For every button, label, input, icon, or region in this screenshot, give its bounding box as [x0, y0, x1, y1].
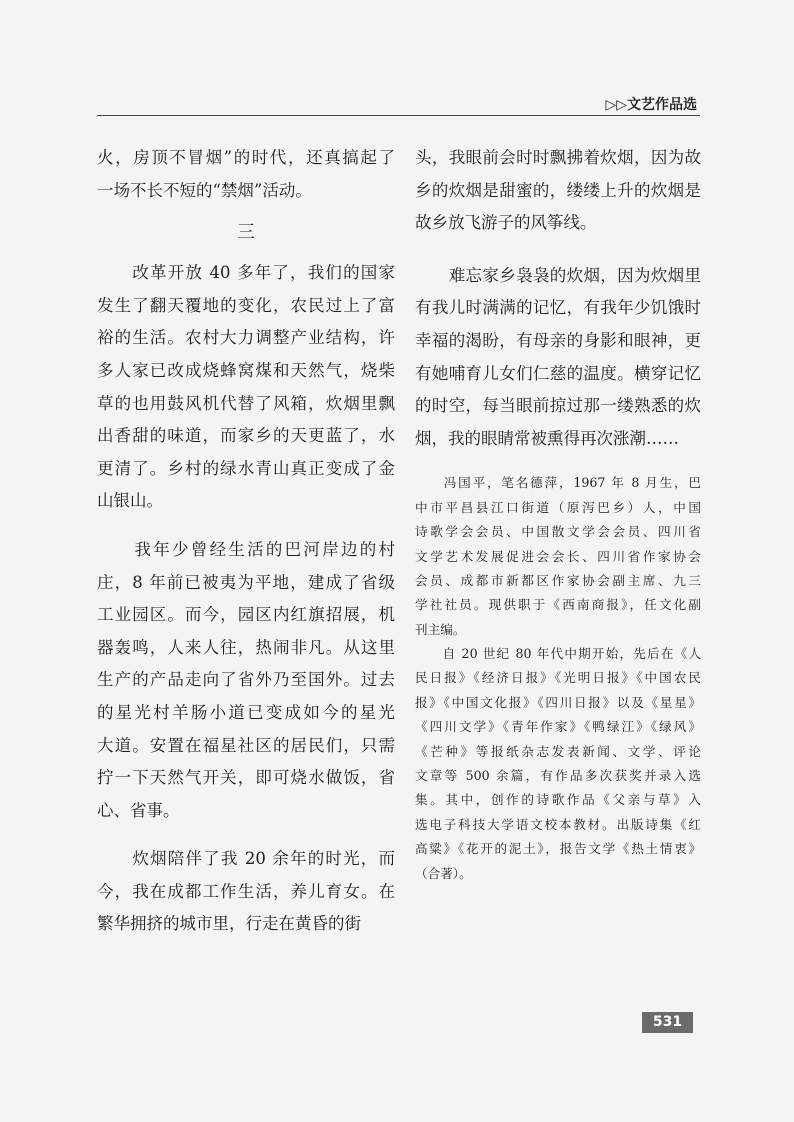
- section-number: 三: [237, 222, 255, 244]
- text-line: 草的也用鼓风机代替了风箱，炊烟里飘: [97, 393, 395, 413]
- text-line: 乡的炊烟是甜蜜的，缕缕上升的炊烟是: [415, 180, 701, 200]
- text-line: 火，房顶不冒烟”的时代，还真搞起了: [97, 148, 395, 167]
- author-bio: [415, 471, 701, 886]
- text-line: 我年少曾经生活的巴河岸边的村: [97, 539, 395, 559]
- text-line: 繁华拥挤的城市里，行走在黄昏的街: [97, 914, 361, 934]
- left-column: [97, 142, 395, 957]
- text-line: 庄，8 年前已被夷为平地，建成了省级: [97, 572, 395, 592]
- body-paragraph: [97, 534, 395, 827]
- header-divider: [97, 115, 700, 116]
- text-line: 头，我眼前会时时飘拂着炊烟，因为故: [415, 148, 701, 167]
- text-line: 器轰鸣，人来人往，热闹非凡。从这里: [97, 637, 395, 657]
- text-line: 大道。安置在福星社区的居民们，只需: [97, 735, 395, 755]
- text-line: 的时空，每当眼前掠过那一缕熟悉的炊: [415, 396, 701, 416]
- text-line: 发生了翻天覆地的变化，农民过上了富: [97, 295, 395, 315]
- text-line: 幸福的渴盼，有母亲的身影和眼神，更: [415, 330, 701, 350]
- text-line: 难忘家乡袅袅的炊烟，因为炊烟里: [415, 265, 701, 285]
- text-line: 生产的产品走向了省外乃至国外。过去: [97, 670, 395, 690]
- body-paragraph: [415, 142, 701, 240]
- body-paragraph: [415, 260, 701, 456]
- text-line: 有她哺育儿女们仁慈的温度。横穿记忆: [415, 363, 701, 383]
- text-line: 裕的生活。农村大力调整产业结构，许: [97, 328, 395, 348]
- body-paragraph: [97, 843, 395, 941]
- text-line: 会员、成都市新都区作家协会副主席、九三: [415, 572, 701, 588]
- text-line: 一场不长不短的“禁烟”活动。: [97, 180, 312, 200]
- text-line: 炊烟陪伴了我 20 余年的时光，而: [97, 849, 395, 869]
- text-line: （合著）。: [415, 865, 472, 881]
- text-line: 有我儿时满满的记忆，有我年少饥饿时: [415, 298, 701, 318]
- right-column: [415, 142, 701, 886]
- text-line: 工业园区。而今，园区内红旗招展，机: [97, 605, 395, 625]
- bio-paragraph: [415, 471, 701, 642]
- body-paragraph: [97, 257, 395, 518]
- text-line: 《四川文学》《青年作家》《鸭绿江》《绿风》: [415, 719, 701, 735]
- text-line: 改革开放 40 多年了，我们的国家: [97, 263, 395, 283]
- text-line: 拧一下天然气开关，即可烧水做饭，省: [97, 768, 395, 788]
- text-line: 自 20 世纪 80 年代中期开始，先后在《人: [415, 646, 701, 662]
- text-line: 高粱》《花开的泥土》，报告文学《热土情衷》: [415, 841, 701, 857]
- text-line: 更清了。乡村的绿水青山真正变成了金: [97, 458, 395, 478]
- section-header: ▷▷文艺作品选: [605, 97, 697, 113]
- text-line: 诗歌学会会员、中国散文学会会员、四川省: [415, 524, 701, 540]
- page-number: 531: [642, 1012, 693, 1033]
- text-line: 民日报》《经济日报》《光明日报》《中国农民: [415, 670, 701, 686]
- text-line: 故乡放飞游子的风筝线。: [415, 213, 597, 233]
- text-line: 刊主编。: [415, 621, 466, 637]
- intro-paragraph: [97, 142, 395, 207]
- left-paragraphs: [97, 257, 395, 941]
- right-paragraphs: [415, 142, 701, 455]
- text-line: 今，我在成都工作生活，养儿育女。在: [97, 881, 395, 901]
- text-line: 《芒种》等报纸杂志发表新闻、文学、评论: [415, 743, 701, 759]
- text-line: 选电子科技大学语文校本教材。出版诗集《红: [415, 816, 701, 832]
- text-line: 心、省事。: [97, 800, 180, 820]
- text-line: 文章等 500 余篇，有作品多次获奖并录入选: [415, 768, 701, 784]
- text-line: 多人家已改成烧蜂窝煤和天然气，烧柴: [97, 360, 395, 380]
- text-line: 出香甜的味道，而家乡的天更蓝了，水: [97, 426, 395, 446]
- text-line: 中市平昌县江口街道（原泻巴乡）人，中国: [415, 499, 701, 515]
- text-line: 冯国平，笔名德萍，1967 年 8 月生，巴: [415, 475, 701, 491]
- bio-paragraph: [415, 642, 701, 886]
- text-line: 的星光村羊肠小道已变成如今的星光: [97, 702, 395, 722]
- text-line: 文学艺术发展促进会会长、四川省作家协会: [415, 548, 701, 564]
- text-line: 学社社员。现供职于《西南商报》，任文化副: [415, 597, 701, 613]
- text-line: 烟，我的眼睛常被熏得再次涨潮……: [415, 428, 679, 448]
- text-line: 山银山。: [97, 491, 163, 511]
- text-line: 集。其中，创作的诗歌作品《父亲与草》入: [415, 792, 701, 808]
- text-line: 报》《中国文化报》《四川日报》以及《星星》: [415, 694, 701, 710]
